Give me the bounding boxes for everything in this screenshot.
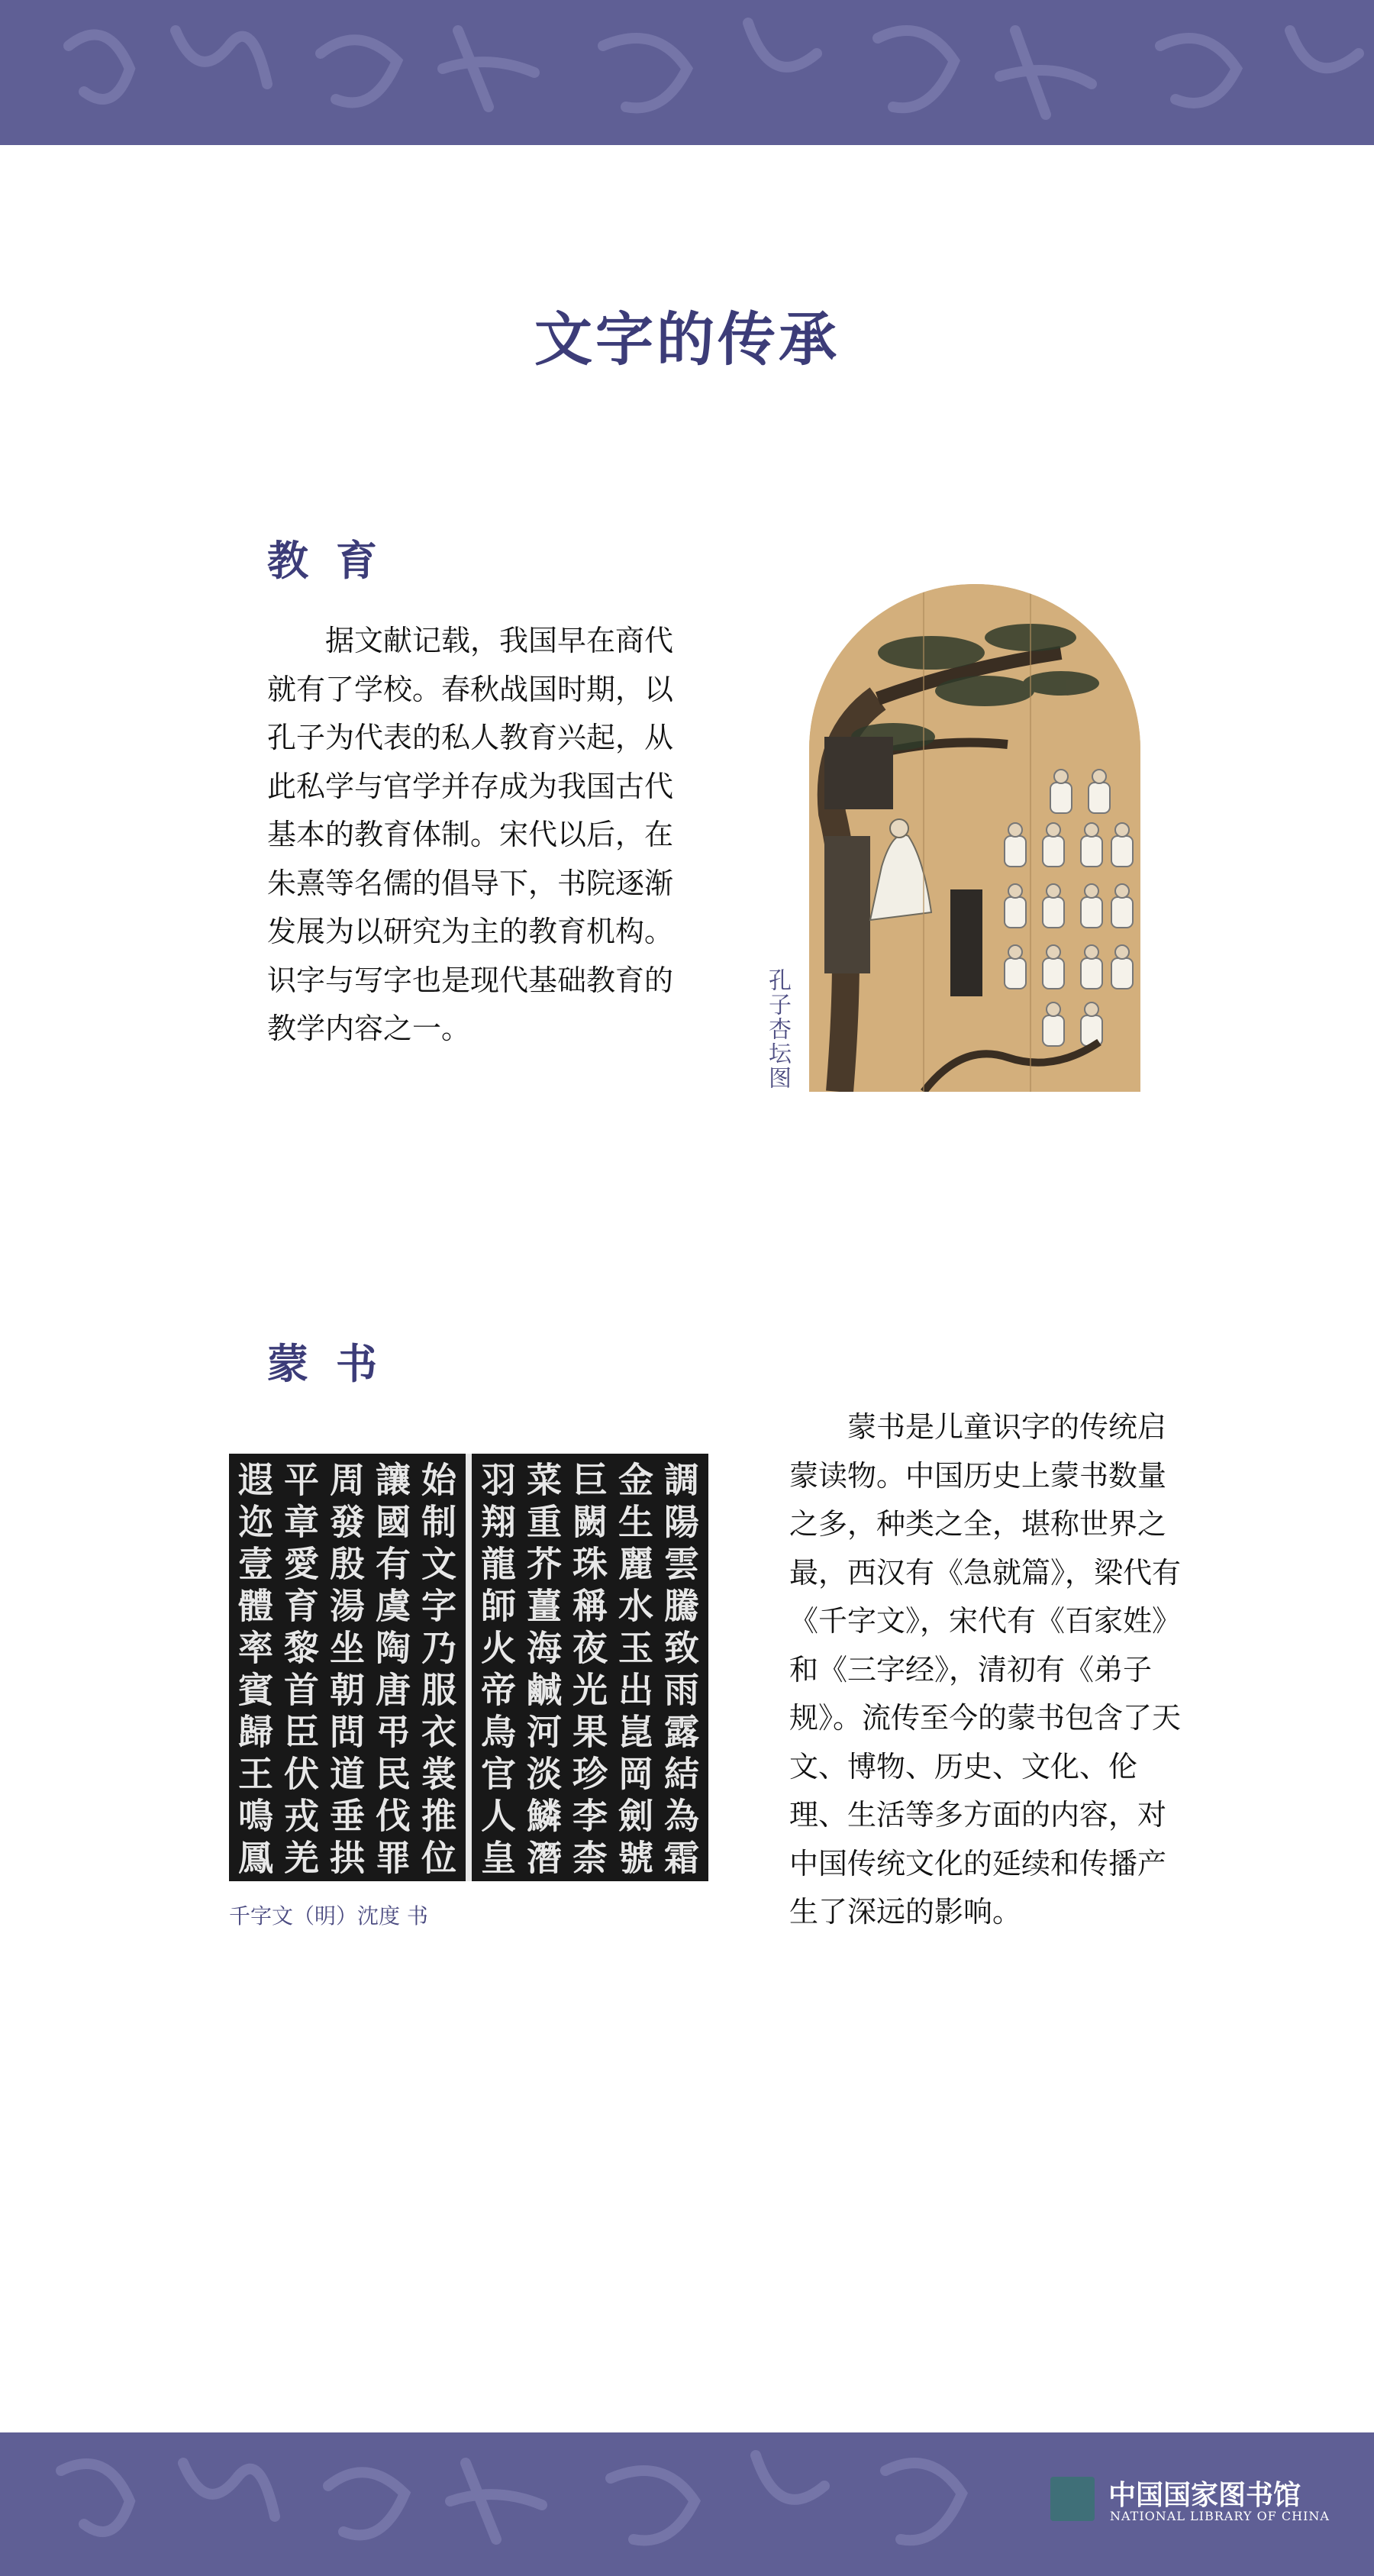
rubbing-column: 遐迩壹體率賓歸王鳴鳳 — [233, 1461, 274, 1881]
rubbing-column: 巨闕珠稱夜光果珍李柰 — [567, 1461, 608, 1881]
education-paragraph: 据文献记载，我国早在商代就有了学校。春秋战国时期，以孔子为代表的私人教育兴起，从此私学与官学并存成为我国古代基本的教育体制。宋代以后，在朱熹等名儒的倡导下，书院逐渐发展为以研究为主的教育机构。识字与写字也是现代基础教育的教学内容之一。 — [267, 624, 674, 1045]
rubbing-divider — [466, 1454, 472, 1881]
rubbing-column: 菜重芥薑海鹹河淡鱗潛 — [521, 1461, 563, 1881]
rubbing-column: 始制文字乃服衣裳推位 — [416, 1461, 457, 1881]
library-emblem-icon — [1050, 2477, 1095, 2521]
top-decorative-band — [0, 0, 1374, 145]
confucius-apricot-altar-painting — [809, 584, 1140, 1092]
primer-heading: 蒙书 — [267, 1339, 405, 1388]
rubbing-column: 周發殷湯坐朝問道垂拱 — [324, 1461, 366, 1881]
rubbing-column: 讓國有虞陶唐弔民伐罪 — [370, 1461, 411, 1881]
calligraphy-pattern-top — [0, 0, 1374, 145]
primer-image-caption: 千字文（明）沈度 书 — [229, 1903, 428, 1929]
primer-paragraph: 蒙书是儿童识字的传统启蒙读物。中国历史上蒙书数量之多，种类之全，堪称世界之最，西汉有《急就篇》，梁代有《千字文》，宋代有《百家姓》和《三字经》，清初有《弟子规》。流传至今的蒙书包含了天文、博物、历史、文化、伦理、生活等多方面的内容，对中国传统文化的延续和传播产生了深远的影响。 — [789, 1410, 1182, 1929]
rubbing-column: 調陽雲騰致雨露結為霜 — [659, 1461, 700, 1881]
logo-chinese-name: 中国国家图书馆 — [1108, 2479, 1301, 2511]
thousand-character-classic-rubbing — [229, 1454, 708, 1881]
logo-english-name: NATIONAL LIBRARY OF CHINA — [1110, 2509, 1330, 2523]
page-title: 文字的传承 — [534, 305, 840, 373]
rubbing-column: 金生麗水玉出崑岡劍號 — [613, 1461, 654, 1881]
education-image-caption: 孔子杏坛图 — [764, 968, 791, 1090]
rubbing-column: 平章愛育黎首臣伏戎羌 — [279, 1461, 320, 1881]
painting-illustration — [809, 584, 1140, 1092]
education-heading: 教育 — [267, 536, 405, 585]
rubbing-column: 羽翔龍師火帝鳥官人皇 — [476, 1461, 517, 1881]
